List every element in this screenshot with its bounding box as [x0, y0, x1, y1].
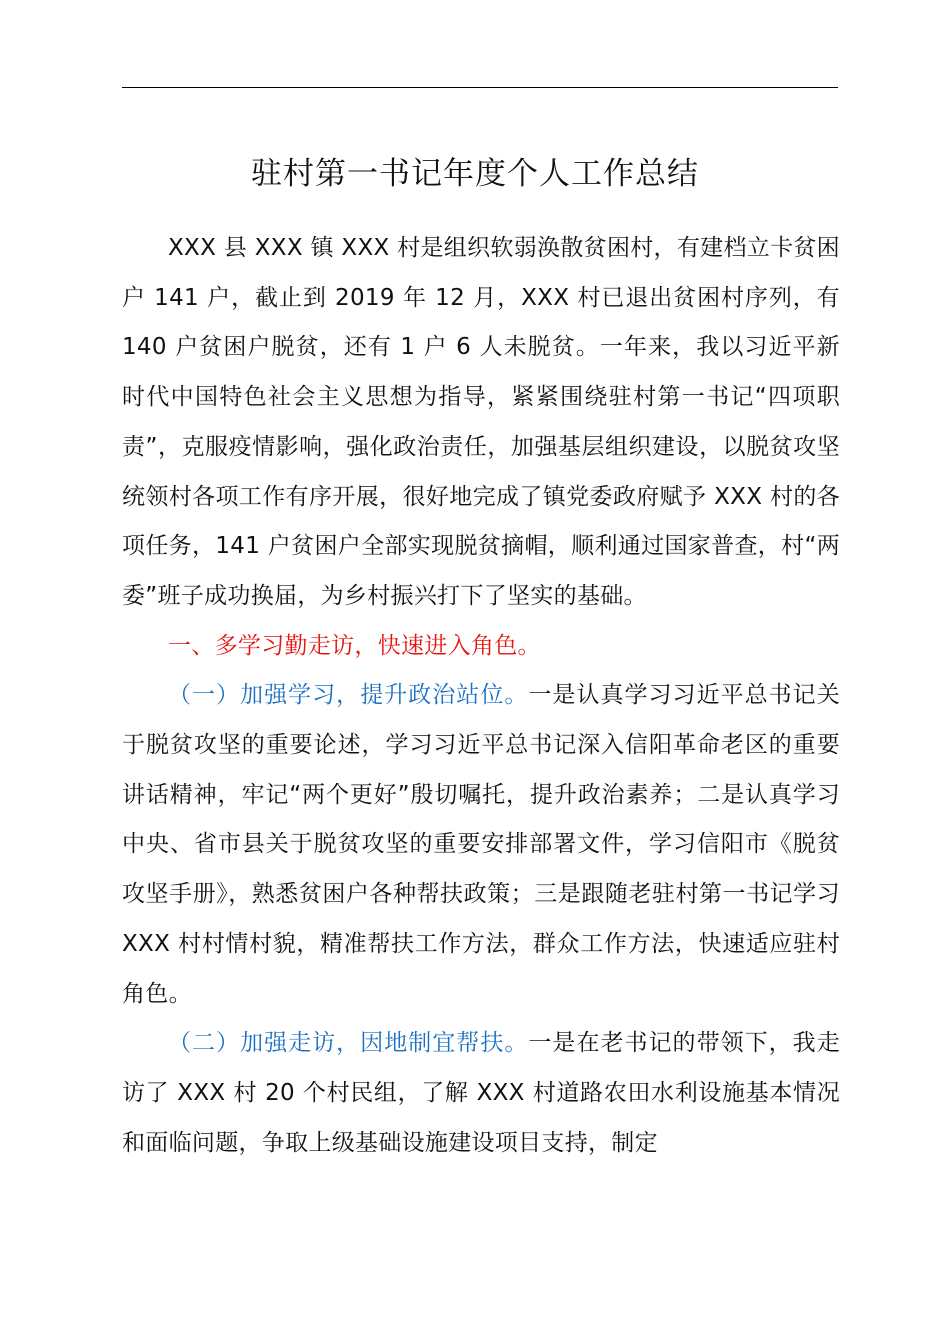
- section-heading-1: 一、多学习勤走访，快速进入角色。: [168, 632, 541, 659]
- subsection-text-2: 一是在老书记的带领下，我走访了 XXX 村 20 个村民组，了解 XXX 村道路农田水利设施基本情况和面临问题，争取上级基础设施建设项目支持，制定: [122, 1030, 840, 1156]
- document-body: [122, 224, 840, 1168]
- intro-paragraph: XXX 县 XXX 镇 XXX 村是组织软弱涣散贫困村，有建档立卡贫困户 141 户，截止到 2019 年 12 月，XXX 村已退出贫困村序列，有 140 户贫困户脱贫，还有 1 户 6 人未脱贫。一年来，我以习近平新时代中国特色社会主义思想为指导，紧紧围绕驻村第一书记“四项职责”，克服疫情影响，强化政治责任，加强基层组织建设，以脱贫攻坚统领村各项工作有序开展，很好地完成了镇党委政府赋予 XXX 村的各项任务，141 户贫困户全部实现脱贫摘帽，顺利通过国家普查，村“两委”班子成功换届，为乡村振兴打下了坚实的基础。: [122, 235, 840, 609]
- document-title: 驻村第一书记年度个人工作总结: [251, 156, 699, 192]
- subsection-lead-2: （二）加强走访，因地制宜帮扶。: [168, 1030, 529, 1057]
- subsection-paragraph-1: [122, 671, 840, 1019]
- subsection-lead-1: （一）加强学习，提升政治站位。: [168, 682, 529, 709]
- subsection-paragraph-2: [122, 1019, 840, 1168]
- header-rule: [122, 87, 838, 88]
- subsection-text-1: 一是认真学习习近平总书记关于脱贫攻坚的重要论述，学习习近平总书记深入信阳革命老区的重要讲话精神，牢记“两个更好”殷切嘱托，提升政治素养；二是认真学习中央、省市县关于脱贫攻坚的重要安排部署文件，学习信阳市《脱贫攻坚手册》，熟悉贫困户各种帮扶政策；三是跟随老驻村第一书记学习 XXX 村村情村貌，精准帮扶工作方法，群众工作方法，快速适应驻村角色。: [122, 682, 840, 1007]
